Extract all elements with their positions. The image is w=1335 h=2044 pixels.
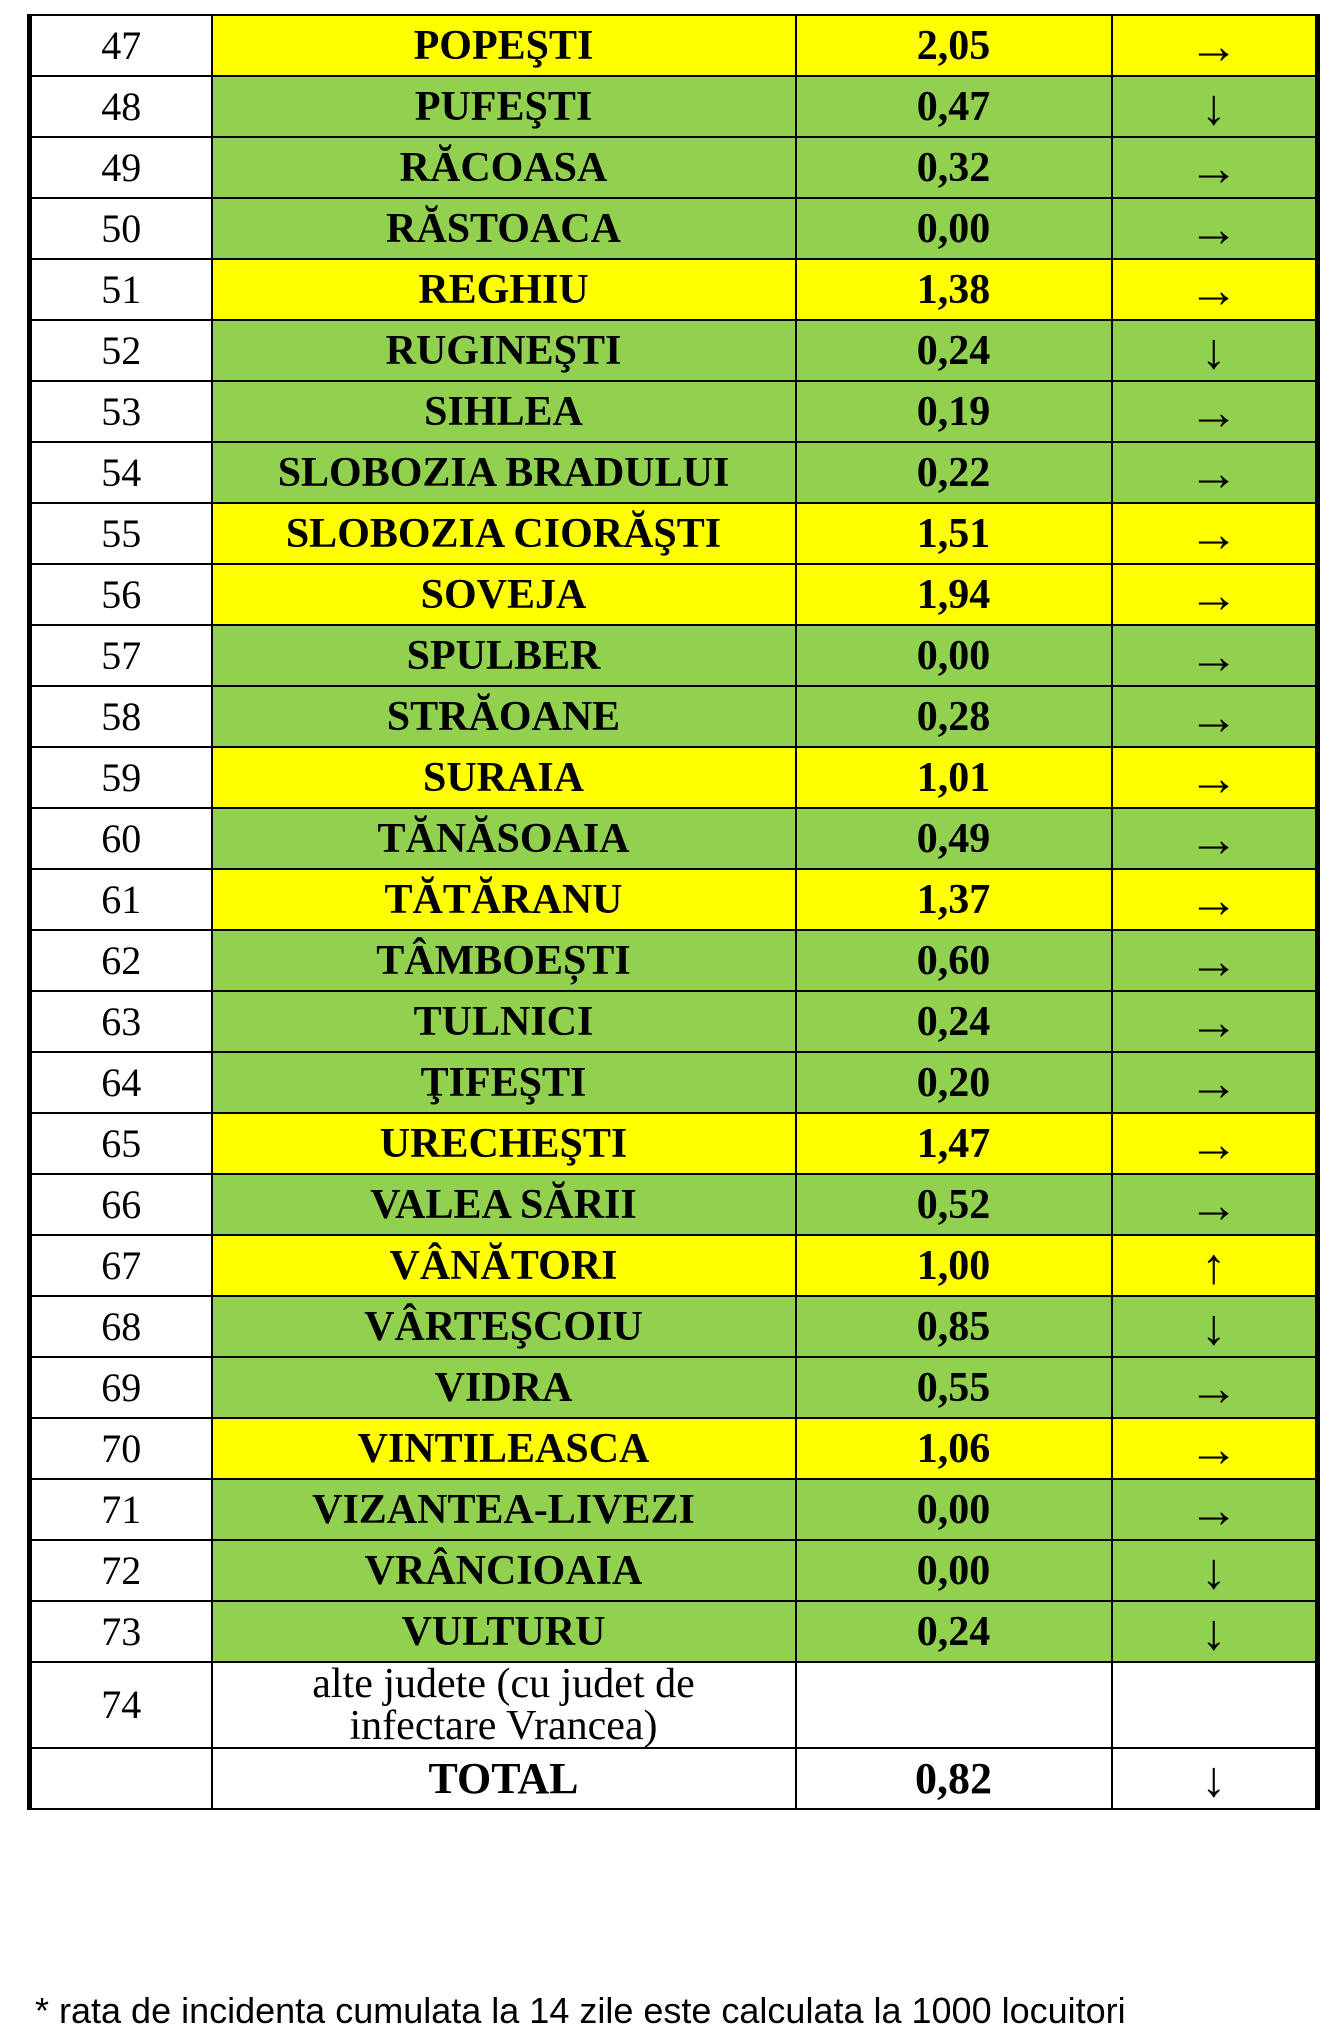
trend-arrow-icon: → — [1112, 1418, 1318, 1479]
incidence-value: 0,00 — [796, 198, 1112, 259]
trend-arrow-icon: → — [1112, 869, 1318, 930]
table-row-total — [30, 1748, 1318, 1809]
row-number: 57 — [30, 625, 212, 686]
row-number: 48 — [30, 76, 212, 137]
trend-arrow-icon: → — [1112, 808, 1318, 869]
incidence-value: 0,24 — [796, 1601, 1112, 1662]
trend-arrow-icon: → — [1112, 625, 1318, 686]
incidence-value: 0,85 — [796, 1296, 1112, 1357]
trend-arrow-icon: ↑ — [1112, 1235, 1318, 1296]
table-row — [30, 991, 1318, 1052]
row-number: 62 — [30, 930, 212, 991]
row-number: 71 — [30, 1479, 212, 1540]
locality-name: VALEA SĂRII — [212, 1174, 796, 1235]
incidence-value: 0,00 — [796, 1479, 1112, 1540]
row-number: 68 — [30, 1296, 212, 1357]
incidence-value: 0,24 — [796, 320, 1112, 381]
locality-name: POPEŞTI — [212, 15, 796, 76]
trend-arrow-icon: ↓ — [1112, 1601, 1318, 1662]
row-number: 52 — [30, 320, 212, 381]
row-number: 72 — [30, 1540, 212, 1601]
trend-arrow-icon: → — [1112, 930, 1318, 991]
trend-arrow-icon: → — [1112, 1052, 1318, 1113]
locality-name: SPULBER — [212, 625, 796, 686]
trend-arrow-icon: → — [1112, 503, 1318, 564]
row-number: 74 — [30, 1662, 212, 1748]
total-value: 0,82 — [796, 1748, 1112, 1809]
row-number: 50 — [30, 198, 212, 259]
table-row — [30, 76, 1318, 137]
table-row — [30, 1357, 1318, 1418]
locality-name: VÂNĂTORI — [212, 1235, 796, 1296]
trend-arrow-icon: → — [1112, 1113, 1318, 1174]
locality-name: SLOBOZIA BRADULUI — [212, 442, 796, 503]
row-number: 70 — [30, 1418, 212, 1479]
locality-name: TULNICI — [212, 991, 796, 1052]
footnote: * rata de incidenta cumulata la 14 zile este calculata la 1000 locuitori — [35, 1990, 1126, 2031]
row-number: 59 — [30, 747, 212, 808]
trend-arrow-icon: → — [1112, 381, 1318, 442]
row-number: 61 — [30, 869, 212, 930]
table-row — [30, 1601, 1318, 1662]
locality-name: RUGINEŞTI — [212, 320, 796, 381]
trend-arrow-icon: → — [1112, 1357, 1318, 1418]
locality-name: PUFEŞTI — [212, 76, 796, 137]
trend-arrow-icon: → — [1112, 15, 1318, 76]
table-row — [30, 1479, 1318, 1540]
trend-arrow-icon: ↓ — [1112, 1296, 1318, 1357]
table-row — [30, 930, 1318, 991]
row-number: 54 — [30, 442, 212, 503]
trend-arrow-icon: → — [1112, 259, 1318, 320]
table-row — [30, 1113, 1318, 1174]
incidence-value: 1,37 — [796, 869, 1112, 930]
total-trend-arrow-icon: ↓ — [1112, 1748, 1318, 1809]
trend-arrow-icon: → — [1112, 686, 1318, 747]
row-number: 47 — [30, 15, 212, 76]
incidence-value: 0,55 — [796, 1357, 1112, 1418]
locality-name: SIHLEA — [212, 381, 796, 442]
table-row — [30, 259, 1318, 320]
trend-arrow-icon: → — [1112, 1479, 1318, 1540]
row-number: 64 — [30, 1052, 212, 1113]
incidence-value — [796, 1662, 1112, 1748]
row-number: 63 — [30, 991, 212, 1052]
incidence-value: 0,32 — [796, 137, 1112, 198]
row-number: 69 — [30, 1357, 212, 1418]
trend-arrow-icon: → — [1112, 1174, 1318, 1235]
trend-arrow-icon: → — [1112, 442, 1318, 503]
incidence-value: 1,94 — [796, 564, 1112, 625]
trend-arrow-icon: ↓ — [1112, 320, 1318, 381]
row-number: 58 — [30, 686, 212, 747]
table-row — [30, 1296, 1318, 1357]
total-label: TOTAL — [212, 1748, 796, 1809]
table-row — [30, 503, 1318, 564]
incidence-value: 0,22 — [796, 442, 1112, 503]
row-number: 51 — [30, 259, 212, 320]
incidence-value: 1,06 — [796, 1418, 1112, 1479]
other-label-line1: alte judete (cu judet de — [312, 1661, 695, 1707]
locality-name: TĂNĂSOAIA — [212, 808, 796, 869]
row-number-empty — [30, 1748, 212, 1809]
incidence-value: 1,51 — [796, 503, 1112, 564]
trend-arrow-icon: → — [1112, 747, 1318, 808]
locality-name: VIDRA — [212, 1357, 796, 1418]
table-row — [30, 1235, 1318, 1296]
locality-name: TĂTĂRANU — [212, 869, 796, 930]
table-row — [30, 808, 1318, 869]
row-number: 66 — [30, 1174, 212, 1235]
incidence-value: 0,28 — [796, 686, 1112, 747]
row-number: 65 — [30, 1113, 212, 1174]
locality-name: SURAIA — [212, 747, 796, 808]
table-row — [30, 381, 1318, 442]
row-number: 67 — [30, 1235, 212, 1296]
locality-name: VULTURU — [212, 1601, 796, 1662]
incidence-value: 0,24 — [796, 991, 1112, 1052]
table-row — [30, 1540, 1318, 1601]
incidence-value: 1,47 — [796, 1113, 1112, 1174]
trend-arrow-icon — [1112, 1662, 1318, 1748]
table-row — [30, 686, 1318, 747]
trend-arrow-icon: ↓ — [1112, 76, 1318, 137]
incidence-value: 0,52 — [796, 1174, 1112, 1235]
table-row — [30, 625, 1318, 686]
incidence-value: 0,49 — [796, 808, 1112, 869]
incidence-table-body — [30, 15, 1318, 1809]
incidence-table — [27, 14, 1320, 1810]
incidence-value: 0,60 — [796, 930, 1112, 991]
locality-name: STRĂOANE — [212, 686, 796, 747]
incidence-value: 1,01 — [796, 747, 1112, 808]
trend-arrow-icon: → — [1112, 198, 1318, 259]
row-number: 73 — [30, 1601, 212, 1662]
locality-name: VIZANTEA-LIVEZI — [212, 1479, 796, 1540]
locality-name — [212, 1662, 796, 1748]
locality-name: VINTILEASCA — [212, 1418, 796, 1479]
incidence-value: 0,47 — [796, 76, 1112, 137]
locality-name: REGHIU — [212, 259, 796, 320]
locality-name: VRÂNCIOAIA — [212, 1540, 796, 1601]
table-row — [30, 198, 1318, 259]
locality-name: ŢIFEŞTI — [212, 1052, 796, 1113]
row-number: 55 — [30, 503, 212, 564]
row-number: 56 — [30, 564, 212, 625]
row-number: 49 — [30, 137, 212, 198]
trend-arrow-icon: → — [1112, 991, 1318, 1052]
table-row — [30, 320, 1318, 381]
locality-name: TÂMBOEȘTI — [212, 930, 796, 991]
incidence-value: 0,00 — [796, 1540, 1112, 1601]
other-label-line2: infectare Vrancea) — [349, 1703, 658, 1749]
locality-name: SLOBOZIA CIORĂŞTI — [212, 503, 796, 564]
incidence-value: 1,38 — [796, 259, 1112, 320]
table-row — [30, 869, 1318, 930]
locality-name: VÂRTEŞCOIU — [212, 1296, 796, 1357]
table-row — [30, 442, 1318, 503]
incidence-value: 1,00 — [796, 1235, 1112, 1296]
incidence-value: 0,20 — [796, 1052, 1112, 1113]
table-row-other-counties — [30, 1662, 1318, 1748]
table-row — [30, 564, 1318, 625]
table-row — [30, 137, 1318, 198]
table-row — [30, 15, 1318, 76]
table-row — [30, 1052, 1318, 1113]
locality-name: URECHEŞTI — [212, 1113, 796, 1174]
trend-arrow-icon: → — [1112, 137, 1318, 198]
trend-arrow-icon: → — [1112, 564, 1318, 625]
locality-name: RĂCOASA — [212, 137, 796, 198]
incidence-value: 2,05 — [796, 15, 1112, 76]
row-number: 60 — [30, 808, 212, 869]
table-row — [30, 1174, 1318, 1235]
trend-arrow-icon: ↓ — [1112, 1540, 1318, 1601]
row-number: 53 — [30, 381, 212, 442]
table-row — [30, 747, 1318, 808]
table-row — [30, 1418, 1318, 1479]
locality-name: SOVEJA — [212, 564, 796, 625]
locality-name: RĂSTOACA — [212, 198, 796, 259]
incidence-value: 0,19 — [796, 381, 1112, 442]
incidence-value: 0,00 — [796, 625, 1112, 686]
